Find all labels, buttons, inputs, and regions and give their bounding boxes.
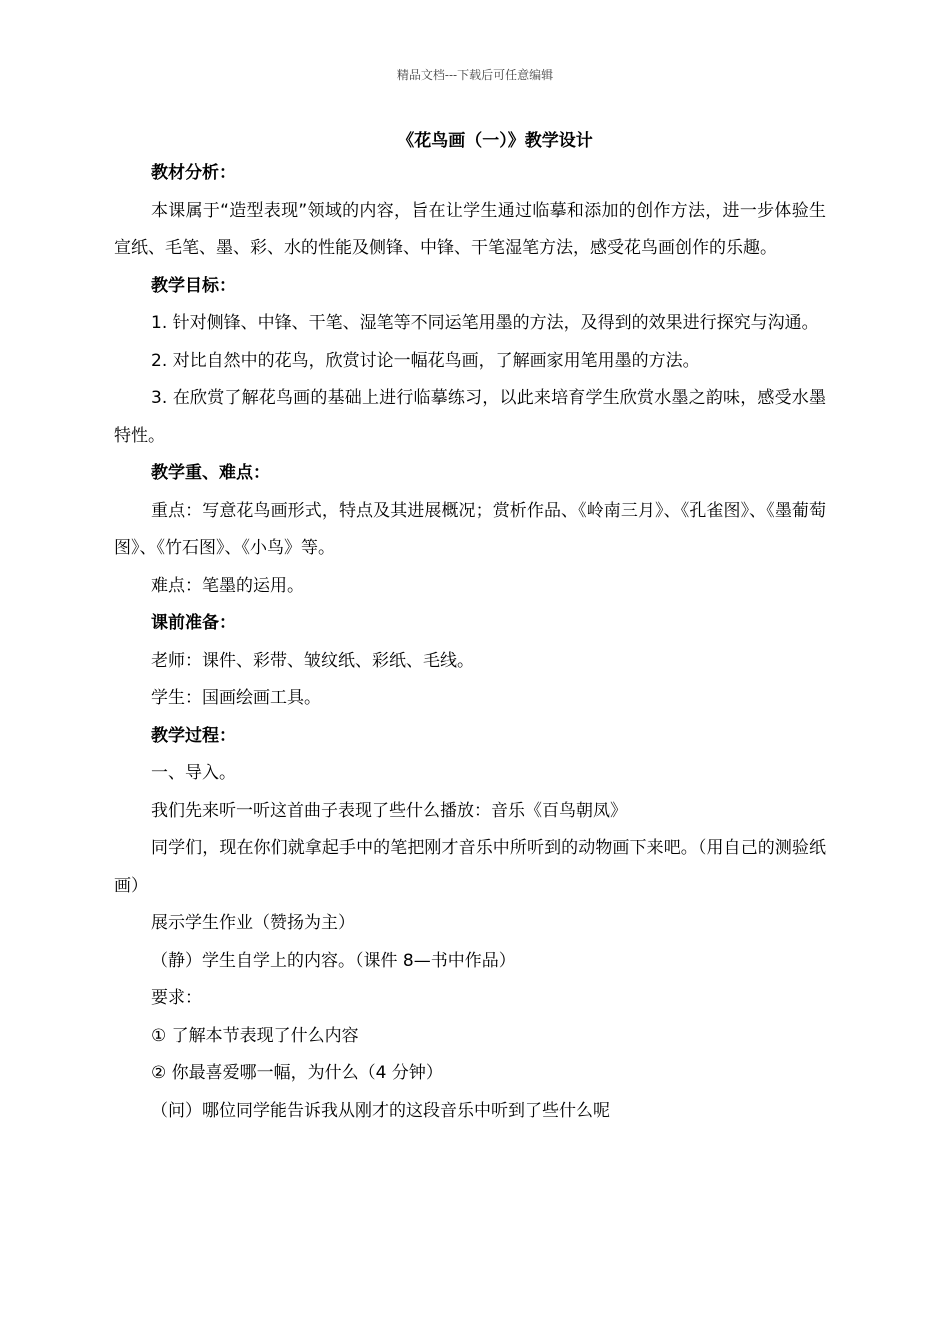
paragraph-listen-music: 我们先来听一听这首曲子表现了些什么播放：音乐《百鸟朝凤》 bbox=[151, 800, 627, 821]
document-body bbox=[114, 155, 826, 1130]
heading-preparation: 课前准备： bbox=[151, 613, 236, 633]
paragraph-material-analysis: 本课属于“造型表现”领域的内容，旨在让学生通过临摹和添加的创作方法，进一步体验生宣纸、毛笔、墨、彩、水的性能及侧锋、中锋、干笔湿笔方法，感受花鸟画创作的乐趣。 bbox=[114, 200, 826, 258]
paragraph-requirements: 要求： bbox=[151, 988, 202, 1008]
paragraph-self-study: （静）学生自学上的内容。（课件 8—书中作品） bbox=[151, 950, 516, 971]
goal-item-1: 1. 针对侧锋、中锋、干笔、湿笔等不同运笔用墨的方法，及得到的效果进行探究与沟通。 bbox=[151, 313, 819, 333]
heading-teaching-goals: 教学目标： bbox=[151, 275, 236, 296]
goal-item-2: 2. 对比自然中的花鸟，欣赏讨论一幅花鸟画，了解画家用笔用墨的方法。 bbox=[151, 350, 700, 371]
paragraph-key-points: 重点：写意花鸟画形式，特点及其进展概况；赏析作品、《岭南三月》、《孔雀图》、《墨葡萄图》、《竹石图》、《小鸟》等。 bbox=[114, 500, 826, 558]
heading-key-points: 教学重、难点： bbox=[151, 463, 270, 483]
goal-item-3: 3. 在欣赏了解花鸟画的基础上进行临摹练习，以此来培育学生欣赏水墨之韵味，感受水墨特性。 bbox=[114, 388, 826, 446]
document-title: 《花鸟画（一）》教学设计 bbox=[397, 131, 593, 151]
paragraph-student-prep: 学生：国画绘画工具。 bbox=[151, 688, 321, 708]
paragraph-difficulty: 难点：笔墨的运用。 bbox=[151, 575, 304, 596]
paragraph-teacher-prep: 老师：课件、彩带、皱纹纸、彩纸、毛线。 bbox=[151, 650, 474, 671]
section-introduction: 一、导入。 bbox=[151, 763, 236, 783]
requirement-item-2: ② 你最喜爱哪一幅，为什么（4 分钟） bbox=[151, 1063, 443, 1083]
paragraph-question: （问）哪位同学能告诉我从刚才的这段音乐中听到了些什么呢 bbox=[151, 1100, 610, 1121]
heading-material-analysis: 教材分析： bbox=[151, 163, 236, 183]
heading-teaching-process: 教学过程： bbox=[151, 725, 236, 746]
paragraph-show-work: 展示学生作业（赞扬为主） bbox=[151, 913, 355, 933]
header-watermark: 精品文档---下载后可任意编辑 bbox=[396, 68, 554, 82]
paragraph-draw-animals: 同学们，现在你们就拿起手中的笔把刚才音乐中所听到的动物画下来吧。（用自己的测验纸画） bbox=[114, 838, 826, 896]
requirement-item-1: ① 了解本节表现了什么内容 bbox=[151, 1025, 359, 1046]
